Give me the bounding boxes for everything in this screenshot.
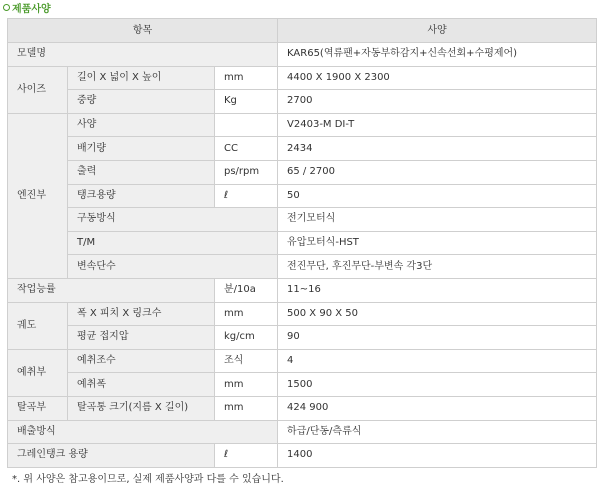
- row-value: 65 / 2700: [278, 160, 597, 184]
- row-value: 4: [278, 349, 597, 373]
- row-unit: ps/rpm: [215, 160, 278, 184]
- row-unit: 분/10a: [215, 278, 278, 302]
- table-row: [8, 90, 597, 114]
- table-row: [8, 160, 597, 184]
- row-value: V2403-M DI-T: [278, 113, 597, 137]
- row-unit: ℓ: [215, 184, 278, 208]
- row-value: 11~16: [278, 278, 597, 302]
- row-unit: [215, 113, 278, 137]
- row-unit: kg/cm: [215, 326, 278, 350]
- row-item: 배기량: [68, 137, 215, 161]
- row-item: 탈곡통 크기(지름 X 길이): [68, 396, 215, 420]
- row-item: T/M: [68, 231, 278, 255]
- table-row: [8, 43, 597, 67]
- table-row: [8, 208, 597, 232]
- row-unit: mm: [215, 66, 278, 90]
- table-row: [8, 396, 597, 420]
- row-value: 1400: [278, 444, 597, 468]
- row-value: 50: [278, 184, 597, 208]
- row-unit: mm: [215, 302, 278, 326]
- table-row: [8, 349, 597, 373]
- row-value: 424 900: [278, 396, 597, 420]
- table-header-row: [8, 19, 597, 43]
- row-value: 하급/단동/측류식: [278, 420, 597, 444]
- row-item: 출력: [68, 160, 215, 184]
- row-item: 중량: [68, 90, 215, 114]
- row-item: 구동방식: [68, 208, 278, 232]
- row-item: 변속단수: [68, 255, 278, 279]
- table-row: [8, 137, 597, 161]
- row-item: 길이 X 넓이 X 높이: [68, 66, 215, 90]
- table-row: [8, 326, 597, 350]
- row-group: 예취부: [8, 349, 68, 396]
- row-item: 평균 접지압: [68, 326, 215, 350]
- row-item: 예취폭: [68, 373, 215, 397]
- header-spec: 사양: [278, 19, 597, 43]
- table-row: [8, 113, 597, 137]
- table-row: [8, 255, 597, 279]
- row-value: KAR65(역류팬+자동부하감지+신속선회+수평제어): [278, 43, 597, 67]
- table-row: [8, 302, 597, 326]
- row-value: 1500: [278, 373, 597, 397]
- row-label: 작업능률: [8, 278, 215, 302]
- section-title-text: 제품사양: [12, 4, 51, 15]
- row-unit: ℓ: [215, 444, 278, 468]
- row-value: 2434: [278, 137, 597, 161]
- row-label: 모델명: [8, 43, 278, 67]
- row-item: 예취조수: [68, 349, 215, 373]
- row-value: 유압모터식-HST: [278, 231, 597, 255]
- row-unit: Kg: [215, 90, 278, 114]
- table-row: [8, 231, 597, 255]
- row-value: 4400 X 1900 X 2300: [278, 66, 597, 90]
- row-unit: 조식: [215, 349, 278, 373]
- row-item: 사양: [68, 113, 215, 137]
- row-group: 사이즈: [8, 66, 68, 113]
- footnote: *. 위 사양은 참고용이므로, 실제 제품사양과 다를 수 있습니다.: [12, 474, 284, 485]
- header-item: 항목: [8, 19, 278, 43]
- section-title: [3, 3, 51, 17]
- row-item: 폭 X 피치 X 링크수: [68, 302, 215, 326]
- row-group: 엔진부: [8, 113, 68, 278]
- row-unit: mm: [215, 373, 278, 397]
- circle-bullet-icon: [3, 4, 10, 11]
- table-row: [8, 184, 597, 208]
- row-value: 전기모터식: [278, 208, 597, 232]
- row-group: 탈곡부: [8, 396, 68, 420]
- table-row: [8, 373, 597, 397]
- table-row: [8, 444, 597, 468]
- row-label: 그레인탱크 용량: [8, 444, 215, 468]
- table-row: [8, 420, 597, 444]
- row-unit: CC: [215, 137, 278, 161]
- spec-table: [7, 18, 597, 468]
- row-label: 배출방식: [8, 420, 278, 444]
- row-group: 궤도: [8, 302, 68, 349]
- row-unit: mm: [215, 396, 278, 420]
- row-item: 탱크용량: [68, 184, 215, 208]
- row-value: 2700: [278, 90, 597, 114]
- row-value: 500 X 90 X 50: [278, 302, 597, 326]
- row-value: 90: [278, 326, 597, 350]
- table-row: [8, 66, 597, 90]
- table-row: [8, 278, 597, 302]
- row-value: 전진무단, 후진무단-부변속 각3단: [278, 255, 597, 279]
